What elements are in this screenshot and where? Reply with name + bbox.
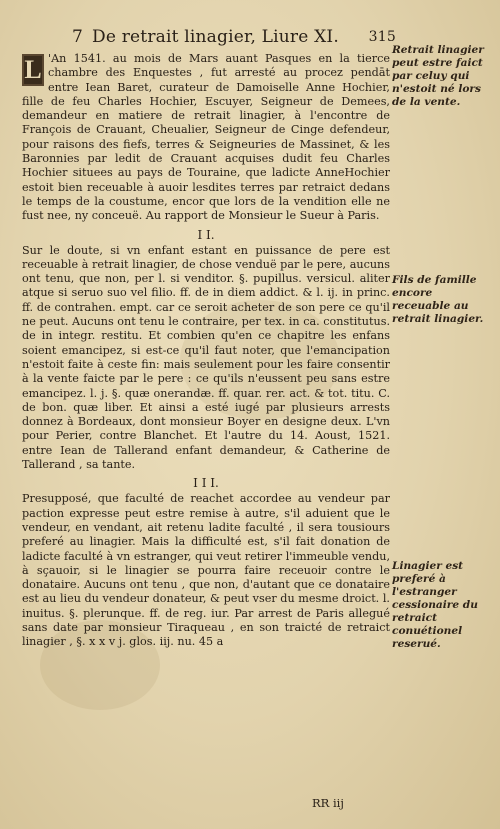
header-left-number: 7	[72, 27, 84, 47]
intro-text: 'An 1541. au mois de Mars auant Pasques en la tierce chambre des Enquestes , fut arresté au procez pendāt entre Iean Baret, curateur de Damoiselle Anne Hochier, fille de feu Charles Hochier, Escuyer, Seigneur de Demees, demandeur en matiere de retrait linagier, à l'encontre de François de Crauant, Cheualier, Seigneur de Cinge defendeur, pour raisons des fiefs, terres & Seigneuries de Massinet, & les Baronnies par ledit de Crauant acquises dudit feu Charles Hochier situees au pays de Touraine, que ladicte AnneHochier estoit bien receuable à auoir lesdites terres par retraict dedans le temps de la coustume, encor que lors de la vendition elle ne fust nee, ny conceuë. Au rapport de Monsieur le Sueur à Paris.	[22, 52, 390, 223]
header-title: De retrait linagier, Liure XI.	[92, 27, 339, 47]
paragraph-section-2: Sur le doute, si vn enfant estant en puissance de pere est receuable à retrait linagier, de chose venduë par le pere, aucuns ont tenu, que non, per l. si venditor. §. pupillus. versicul. aliter atque si seruo suo vel filio. ff. de in diem addict. & l. ij. in princ. ff. de contrahen. empt. car ce seroit acheter de son pere ce qu'il ne peut. Aucuns ont tenu le contraire, per tex. in ca. constitutus. de in integr. restitu. Et combien qu'en ce chapitre les enfans soient emancipez, si est-ce qu'il faut noter, que l'emancipation n'estoit faite à ceste fin: mais seulement pour les faire consentir à la vente faicte par le pere : ce qu'ils n'eussent peu sans estre emancipez. l. j. §. quæ onerandæ. ff. quar. rer. act. & tot. titu. C. de bon. quæ liber. Et ainsi a esté iugé par plusieurs arrests donnez à Bordeaux, dont monsieur Boyer en designe deux. L'vn pour Perier, contre Blanchet. Et l'autre du 14. Aoust, 1521. entre Iean de Tallerand enfant demandeur, & Catherine de Tallerand , sa tante.	[22, 243, 390, 472]
page-number: 315	[368, 29, 396, 45]
running-header	[72, 24, 396, 50]
decorated-initial: L	[22, 54, 44, 86]
section-number-2: I I.	[197, 227, 215, 242]
margin-note-3: Linagier est preferé à l'estranger cessionaire du retraict conuétionel reserué.	[392, 560, 478, 650]
section-number-3: I I I.	[193, 476, 219, 491]
main-text	[22, 52, 390, 650]
paragraph-section-3: Presupposé, que faculté de reachet accordee au vendeur par paction expresse peut estre remise à autre, s'il aduient que le vendeur, en vendant, ait retenu ladite faculté , il sera tousiours preferé au linagier. Mais la difficulté est, s'il fait donation de ladicte faculté à vn estranger, qui veut retirer l'immeuble vendu, à sçauoir, si le linagier se pourra faire receuoir contre le donataire. Aucuns ont tenu , que non, d'autant que ce donataire est au lieu du vendeur donateur, & peut vser du mesme droict. l. inuitus. §. plerunque. ff. de reg. iur. Par arrest de Paris allegué sans date par monsieur Tiraqueau , en son traicté de retraict linagier , §. x x v j. glos. iij. nu. 45 a	[22, 492, 390, 649]
paragraph-intro	[22, 52, 390, 224]
margin-note-1: Retrait linagier peut estre faict par celuy qui n'estoit né lors de la vente.	[392, 44, 484, 108]
catchword: RR iij	[312, 796, 344, 810]
margin-note-2: Fils de famille encore receuable au retrait linagier.	[392, 274, 484, 325]
